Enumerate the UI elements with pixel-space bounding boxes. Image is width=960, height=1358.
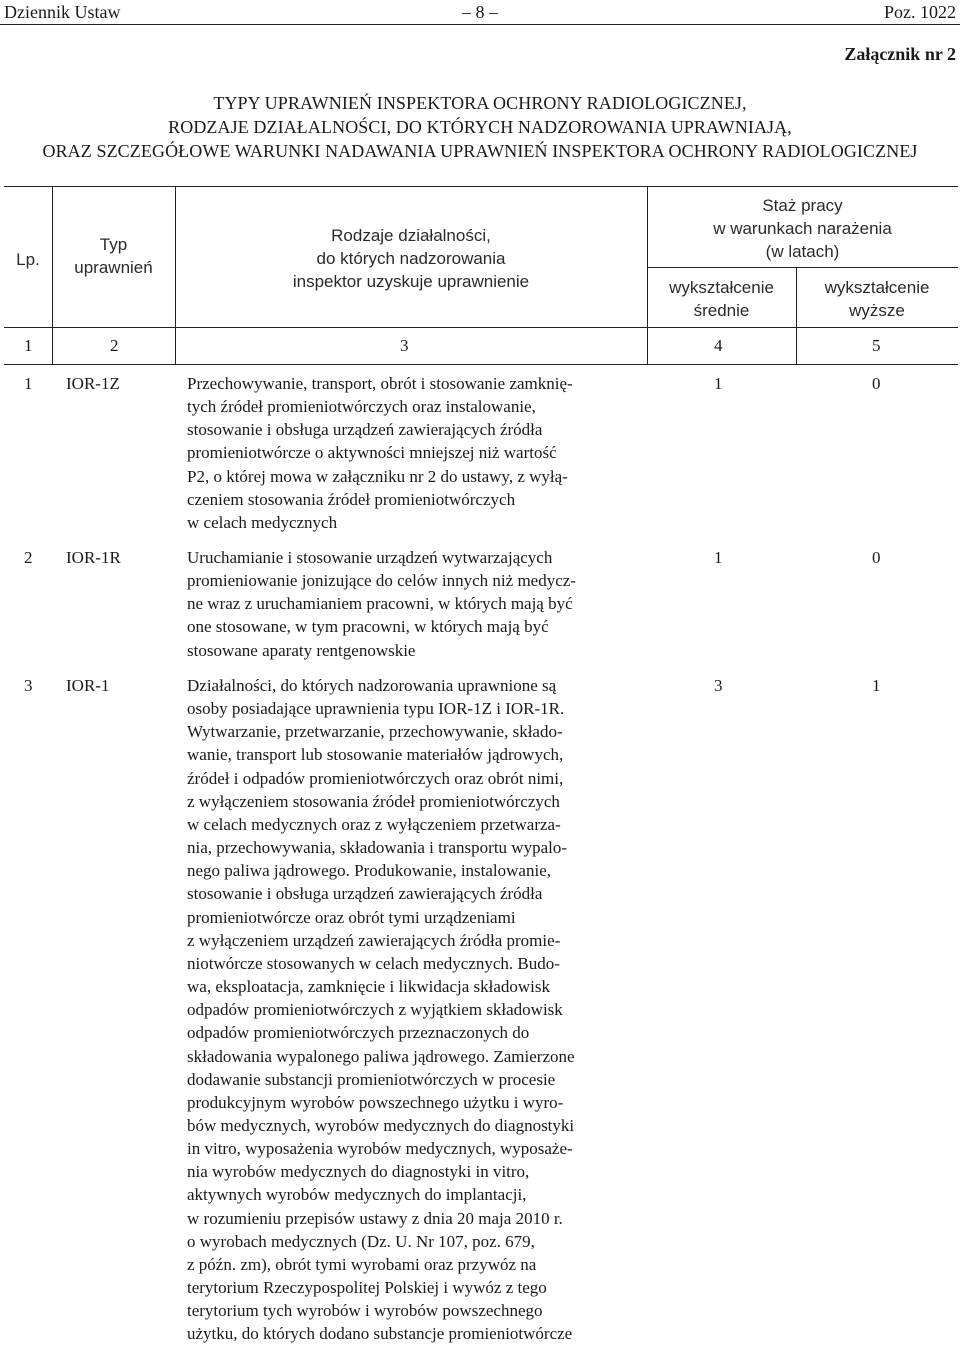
row-secondary-years: 3 — [714, 676, 723, 695]
title-line-3: ORAZ SZCZEGÓŁOWE WARUNKI NADAWANIA UPRAWNIEŃ INSPEKTORA OCHRONY RADIOLOGICZNEJ — [42, 141, 918, 161]
column-number-2: 2 — [110, 336, 119, 355]
row-type: IOR-1R — [66, 548, 121, 567]
header-seniority: Staż pracy w warunkach narażenia (w latach) — [713, 196, 892, 261]
seniority-sub-rule — [647, 267, 958, 268]
column-number-4: 4 — [714, 336, 723, 355]
header-divider — [0, 24, 960, 25]
row-lp: 3 — [24, 676, 33, 695]
row-higher-years: 1 — [872, 676, 881, 695]
row-lp: 2 — [24, 548, 33, 567]
row-activities: Przechowywanie, transport, obrót i stosowanie zamknię- tych źródeł promieniotwórczych oraz instalowanie, stosowanie i obsługa urządzeń zawierających źródła promieniotwórcze o aktywności mniejszej niż wartość P2, o której mowa w załączniku nr 2 do ustawy, z wyłą- czeniem stosowania źródeł promieniotwórczych w celach medycznych — [187, 374, 573, 532]
row-secondary-years: 1 — [714, 548, 723, 567]
journal-name: Dziennik Ustaw — [4, 2, 121, 22]
page-number: – 8 – — [462, 2, 498, 22]
header-higher-education: wykształcenie wyższe — [824, 278, 930, 320]
row-higher-years: 0 — [872, 548, 881, 567]
column-numbers-rule — [4, 364, 958, 365]
column-number-1: 1 — [24, 336, 33, 355]
row-secondary-years: 1 — [714, 374, 723, 393]
row-lp: 1 — [24, 374, 33, 393]
title-line-2: RODZAJE DZIAŁALNOŚCI, DO KTÓRYCH NADZOROWANIA UPRAWNIAJĄ, — [168, 117, 792, 137]
header-lp: Lp. — [16, 250, 40, 269]
row-activities: Uruchamianie i stosowanie urządzeń wytwarzających promieniowanie jonizujące do celów innych niż medycz- ne wraz z uruchamianiem pracowni, w których mają być one stosowane, w tym pracowni, w których mają być stosowane aparaty rentgenowskie — [187, 548, 576, 660]
row-type: IOR-1Z — [66, 374, 120, 393]
row-higher-years: 0 — [872, 374, 881, 393]
header-secondary-education: wykształcenie średnie — [669, 278, 774, 320]
title-line-1: TYPY UPRAWNIEŃ INSPEKTORA OCHRONY RADIOLOGICZNEJ, — [213, 93, 747, 113]
row-activities: Działalności, do których nadzorowania uprawnione są osoby posiadające uprawnienia typu IOR-1Z i IOR-1R. Wytwarzanie, przetwarzanie, przechowywanie, składo- wanie, transport lub stosowanie materiałów jądrowych, źródeł i odpadów promieniotwórczych oraz obrót nimi, z wyłączeniem stosowania źródeł promieniotwórczych w celach medycznych oraz z wyłączeniem przetwarza- nia, przechowywania, składowania i transportu wypalo- nego paliwa jądrowego. Produkowanie, instalowanie, stosowanie i obsługa urządzeń zawierających źródła promieniotwórcze oraz obrót tymi urządzeniami z wyłączeniem urządzeń zawierających źródła promie- niotwórcze stosowanych w celach medycznych. Budo- wa, eksploatacja, zamknięcie i likwidacja składowisk odpadów promieniotwórczych z wyjątkiem składowisk odpadów promieniotwórczych przeznaczonych do składowania wypalonego paliwa jądrowego. Zamierzone dodawanie substancji promieniotwórczych w procesie produkcyjnym wyrobów powszechnego użytku i wyro- bów medycznych, wyrobów medycznych do diagnostyki in vitro, wyposażenia wyrobów medycznych, wyposaże- nia wyrobów medycznych do diagnostyki in vitro, aktywnych wyrobów medycznych do implantacji, w rozumieniu przepisów ustawy z dnia 20 maja 2010 r. o wyrobach medycznych (Dz. U. Nr 107, poz. 679, z późn. zm), obrót tymi wyrobami oraz przywóz na terytorium Rzeczypospolitej Polskiej i wywóz z tego terytorium tych wyrobów i wyrobów powszechnego użytku, do których dodano substancje promieniotwórcze — [187, 676, 575, 1344]
annex-label: Załącznik nr 2 — [844, 44, 956, 64]
column-number-5: 5 — [872, 336, 881, 355]
position-number: Poz. 1022 — [884, 2, 956, 22]
header-type: Typ uprawnień — [74, 235, 153, 277]
header-bottom-rule — [4, 327, 958, 328]
row-type: IOR-1 — [66, 676, 110, 695]
column-number-3: 3 — [400, 336, 409, 355]
header-activities: Rodzaje działalności, do których nadzorowania inspektor uzyskuje uprawnienie — [292, 226, 530, 291]
table-top-rule — [4, 186, 958, 187]
